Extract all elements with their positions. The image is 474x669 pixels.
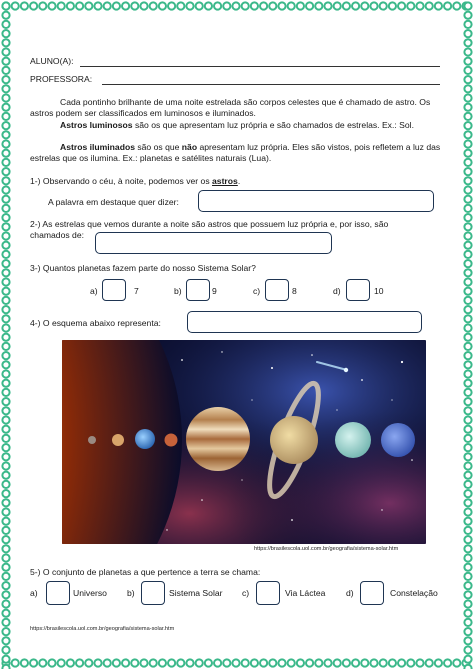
venus	[112, 434, 124, 446]
q5-option-a-letter: a)	[30, 588, 38, 598]
question-4: 4-) O esquema abaixo representa:	[30, 318, 161, 328]
mercury	[88, 436, 96, 444]
q5-option-d-letter: d)	[346, 588, 354, 598]
question-1-text: 1-) Observando o céu, à noite, podemos ver os	[30, 176, 213, 186]
intro-paragraph-1: Cada pontinho brilhante de uma noite estrelada são corpos celestes que é chamado de astro. Os astros podem ser classificados em luminosos e iluminados.	[30, 97, 431, 118]
q3-option-a-box[interactable]	[102, 279, 126, 301]
question-2-line-2: chamados de:	[30, 230, 84, 240]
decorative-border-right	[462, 0, 474, 669]
q3-option-c-letter: c)	[253, 286, 261, 296]
q5-option-b-letter: b)	[127, 588, 135, 598]
uranus	[335, 422, 371, 458]
q3-option-b-box[interactable]	[186, 279, 210, 301]
question-2-answer-box[interactable]	[95, 232, 332, 254]
q3-option-d-letter: d)	[333, 286, 341, 296]
intro-paragraph-2	[30, 120, 444, 131]
question-1	[30, 176, 240, 187]
solar-system-image	[62, 340, 426, 544]
astros-iluminados-term: Astros iluminados	[60, 142, 135, 152]
question-1-answer-box[interactable]	[198, 190, 434, 212]
decorative-border-top	[0, 0, 474, 12]
q3-option-b-value: 9	[212, 286, 217, 296]
q3-option-b-letter: b)	[174, 286, 182, 296]
q3-option-a-value: 7	[134, 286, 139, 296]
q5-option-c-value: Via Láctea	[285, 588, 326, 598]
question-1-period: .	[237, 176, 241, 186]
q5-option-b-value: Sistema Solar	[169, 588, 223, 598]
question-4-answer-box[interactable]	[187, 311, 422, 333]
decorative-border-bottom	[0, 657, 474, 669]
intro-paragraph-3	[30, 142, 444, 164]
q5-option-d-value: Constelação	[390, 588, 438, 598]
neptune	[381, 423, 415, 457]
professora-label: PROFESSORA:	[30, 74, 93, 84]
jupiter	[186, 407, 250, 471]
intro-paragraph-3-text-b: apresentam luz própria. Eles são vistos, pois refletem a luz das estrelas que os ilumina. Ex.: planetas e satélites naturais (Lua).	[30, 142, 441, 163]
q3-option-d-box[interactable]	[346, 279, 370, 301]
earth	[135, 429, 155, 449]
q5-option-d-box[interactable]	[360, 581, 384, 605]
intro-paragraph-2-text: são os que apresentam luz própria e são chamados de estrelas. Ex.: Sol.	[132, 120, 414, 130]
q3-option-a-letter: a)	[90, 286, 98, 296]
astros-luminosos-term: Astros luminosos	[60, 120, 133, 130]
q3-option-c-value: 8	[292, 286, 297, 296]
q3-option-d-value: 10	[374, 286, 384, 296]
q5-option-c-letter: c)	[242, 588, 250, 598]
image-credit: https://brasilescola.uol.com.br/geografia/sistema-solar.htm	[254, 546, 399, 552]
question-1-prompt: A palavra em destaque quer dizer:	[48, 197, 179, 207]
q5-option-c-box[interactable]	[256, 581, 280, 605]
question-5: 5-) O conjunto de planetas a que pertence a terra se chama:	[30, 567, 261, 577]
question-2-line-1: 2-) As estrelas que vemos durante a noite são astros que possuem luz própria e, por isso, são	[30, 219, 389, 229]
aluno-label: ALUNO(A):	[30, 56, 74, 66]
saturn	[270, 416, 318, 464]
nao-term: não	[181, 142, 198, 152]
q5-option-a-value: Universo	[73, 588, 107, 598]
question-1-highlight: astros	[212, 176, 238, 186]
q5-option-a-box[interactable]	[46, 581, 70, 605]
q5-option-b-box[interactable]	[141, 581, 165, 605]
footer-source: https://brasilescola.uol.com.br/geografia/sistema-solar.htm	[30, 626, 175, 632]
professora-line[interactable]	[102, 84, 440, 85]
q3-option-c-box[interactable]	[265, 279, 289, 301]
intro-paragraph-3-text-a: são os que	[134, 142, 182, 152]
decorative-border-left	[0, 0, 12, 669]
aluno-line[interactable]	[80, 66, 440, 67]
question-3: 3-) Quantos planetas fazem parte do nosso Sistema Solar?	[30, 263, 256, 273]
mars	[165, 434, 178, 447]
